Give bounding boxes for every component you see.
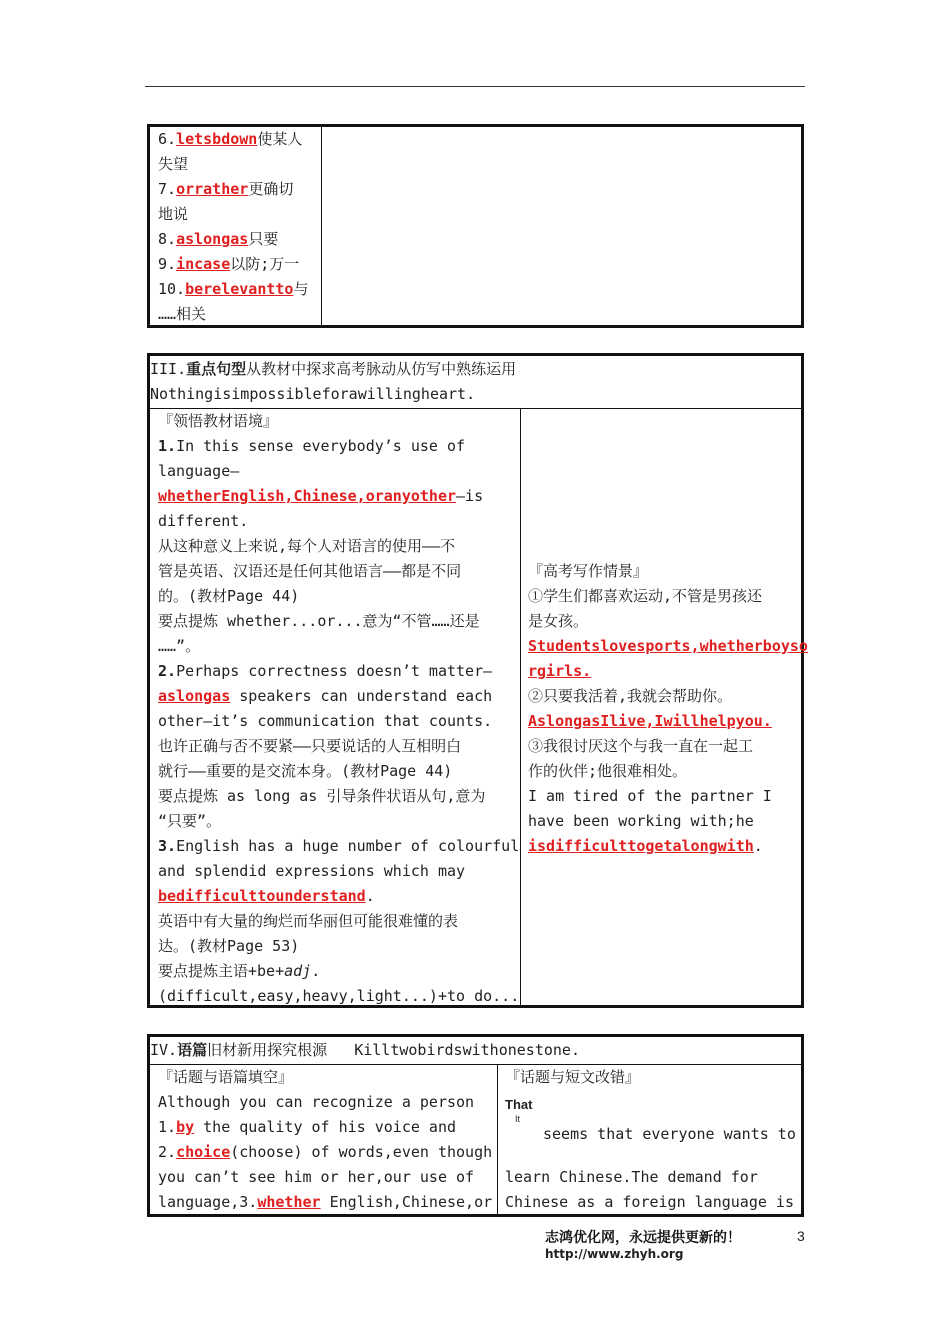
vocab-item-cont: 失望 xyxy=(158,155,189,173)
vocab-item-cont: ……相关 xyxy=(158,305,207,323)
section4-motto: Killtwobirdswithonestone. xyxy=(354,1041,580,1059)
vocab-item: 10.berelevantto与 xyxy=(158,280,309,298)
section3-motto: Nothingisimpossibleforawillingheart. xyxy=(150,385,476,403)
section4-table xyxy=(147,1034,804,1217)
section3-left: 『领悟教材语境』 1.In this sense everybody’s use of language— whetherEnglish,Chinese,oranyother—is different. 从这种意义上来说,每个人对语言的使用——不 管是英语、汉语还是任何其他语言——都是不同 的。(教材Page 44) 要点提炼 whether...or...意为“不管……还是 ……”。 2.Perhaps correctness doesn’t matter— aslongas speakers can understand each other—it’s communication that counts. 也许正确与否不要紧——只要说话的人互相明白 就行——重要的是交流本身。(教材Page 44) 要点提炼 as long as 引导条件状语从句,意为 “只要”。 3.English has a huge number of colourful and splendid expressions which may bedifficulttounderstand. 英语中有大量的绚烂而华丽但可能很难懂的表 达。(教材Page 53) 要点提炼主语+be+adj. (difficult,easy,heavy,light...)+to do... xyxy=(158,409,518,1009)
section3-right: 『高考写作情景』 ①学生们都喜欢运动,不管是男孩还 是女孩。 Studentslovesports,whetherboyso rgirls. ②只要我活着,我就会帮助你。 AslongasIlive,Iwillhelpyou. ③我很讨厌这个与我一直在一起工 作的伙伴;他很难相处。 I am tired of the partner I have been working with;he isdifficulttogetalongwith. xyxy=(528,559,800,859)
vocab-item: 9.incase以防;万一 xyxy=(158,255,300,273)
section4-right: 『话题与短文改错』 That It seems that everyone wants to learn Chinese.The demand for Chinese as a foreign language is xyxy=(505,1068,796,1211)
section4-left: 『话题与语篇填空』 Although you can recognize a person 1.by the quality of his voice and 2.choice(choose) of words,even though you can’t see him or her,our use of language,3.whether English,Chinese,or xyxy=(158,1068,493,1211)
vocab-table xyxy=(147,124,804,328)
left-heading: 『领悟教材语境』 xyxy=(158,412,279,430)
footer-url[interactable]: http://www.zhyh.org xyxy=(545,1247,684,1261)
section3-title: III.重点句型从教材中探求高考脉动从仿写中熟练运用 Nothingisimpossibleforawillingheart. xyxy=(150,357,800,407)
that-it-correction: That It xyxy=(505,1097,533,1124)
section3-table xyxy=(147,353,808,1008)
right-heading: 『高考写作情景』 xyxy=(528,562,649,580)
page-number: 3 xyxy=(797,1228,805,1244)
footer-slogan: 志鸿优化网，永远提供更新的！ xyxy=(545,1230,741,1246)
vocab-item: 7.orrather更确切 xyxy=(158,180,294,198)
section4-title: IV.语篇旧材新用探究根源 Killtwobirdswithonestone. xyxy=(150,1041,580,1059)
vocab-item: 8.aslongas只要 xyxy=(158,230,279,248)
vocab-item-cont: 地说 xyxy=(158,205,189,223)
vocab-list xyxy=(158,127,318,327)
header-rule xyxy=(145,86,805,87)
vocab-item: 6.letsbdown使某人 xyxy=(158,130,303,148)
